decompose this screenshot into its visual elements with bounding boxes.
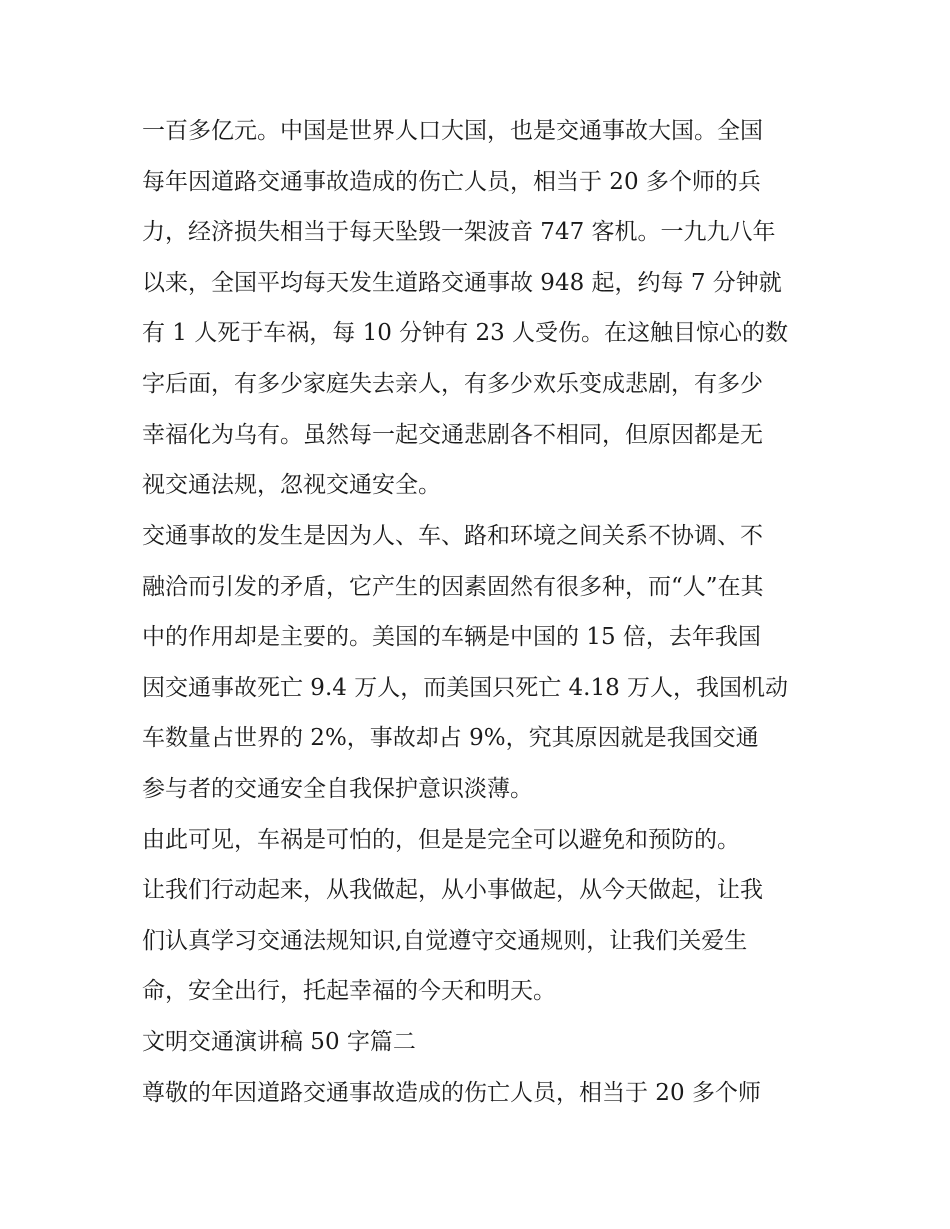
text-line: 力，经济损失相当于每天坠毁一架波音 747 客机。一九九八年 [142, 219, 776, 245]
text-line: 一百多亿元。中国是世界人口大国，也是交通事故大国。全国 [142, 118, 763, 144]
text-line: 由此可见，车祸是可怕的，但是是完全可以避免和预防的。 [142, 827, 740, 853]
section-heading: 文明交通演讲稿 50 字篇二 [142, 1029, 416, 1055]
text-line: 每年因道路交通事故造成的伤亡人员，相当于 20 多个师的兵 [142, 169, 761, 195]
text-line: 幸福化为乌有。虽然每一起交通悲剧各不相同，但原因都是无 [142, 422, 763, 448]
text-line: 参与者的交通安全自我保护意识淡薄。 [142, 776, 533, 802]
text-line: 交通事故的发生是因为人、车、路和环境之间关系不协调、不 [142, 523, 763, 549]
text-line: 让我们行动起来，从我做起，从小事做起，从今天做起，让我 [142, 877, 763, 903]
text-line: 有 1 人死于车祸，每 10 分钟有 23 人受伤。在这触目惊心的数 [142, 320, 789, 346]
text-line: 尊敬的年因道路交通事故造成的伤亡人员，相当于 20 多个师 [142, 1080, 761, 1106]
text-line: 因交通事故死亡 9.4 万人，而美国只死亡 4.18 万人，我国机动 [142, 675, 789, 701]
text-line: 以来，全国平均每天发生道路交通事故 948 起，约每 7 分钟就 [142, 270, 782, 296]
text-line: 字后面，有多少家庭失去亲人，有多少欢乐变成悲剧，有多少 [142, 371, 763, 397]
text-line: 车数量占世界的 2%，事故却占 9%，究其原因就是我国交通 [142, 725, 759, 751]
text-line: 们认真学习交通法规知识,自觉遵守交通规则，让我们关爱生 [142, 928, 748, 954]
text-line: 融洽而引发的矛盾，它产生的因素固然有很多种，而“人”在其 [142, 574, 764, 600]
text-line: 命，安全出行，托起幸福的今天和明天。 [142, 978, 556, 1004]
text-line: 视交通法规，忽视交通安全。 [142, 472, 441, 498]
text-line: 中的作用却是主要的。美国的车辆是中国的 15 倍，去年我国 [142, 624, 761, 650]
